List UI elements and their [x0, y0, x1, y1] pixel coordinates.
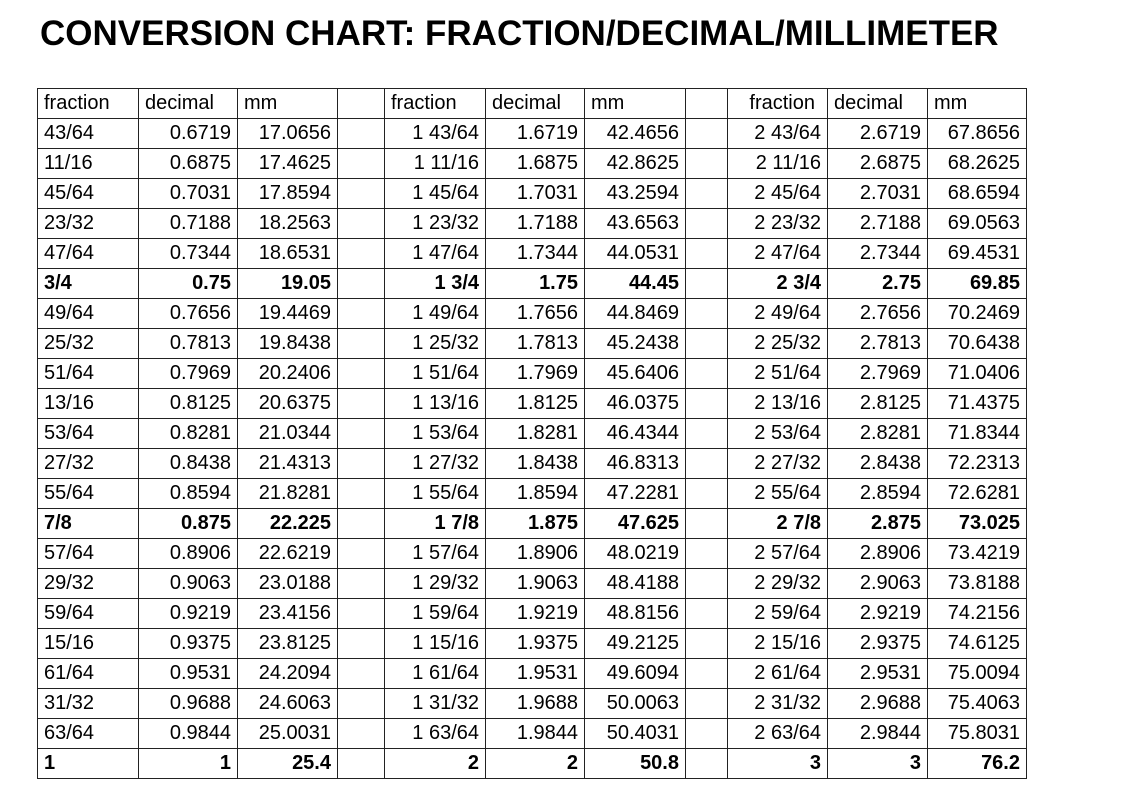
gap-cell — [686, 149, 728, 179]
gap-cell — [338, 749, 385, 779]
decimal-cell: 2 — [486, 749, 585, 779]
fraction-cell: 2 13/16 — [728, 389, 828, 419]
fraction-cell: 29/32 — [38, 569, 139, 599]
decimal-cell: 1.6719 — [486, 119, 585, 149]
mm-cell: 19.8438 — [238, 329, 338, 359]
table-row — [38, 329, 1027, 359]
decimal-cell: 2.9844 — [828, 719, 928, 749]
gap-cell — [338, 539, 385, 569]
decimal-cell: 0.9531 — [139, 659, 238, 689]
table-row — [38, 449, 1027, 479]
decimal-cell: 1.9531 — [486, 659, 585, 689]
page-title: CONVERSION CHART: FRACTION/DECIMAL/MILLIMETER — [40, 14, 999, 53]
gap-cell — [338, 599, 385, 629]
mm-cell: 47.625 — [585, 509, 686, 539]
mm-cell: 50.4031 — [585, 719, 686, 749]
decimal-cell: 0.7344 — [139, 239, 238, 269]
mm-cell: 46.4344 — [585, 419, 686, 449]
decimal-cell: 1.9844 — [486, 719, 585, 749]
table-body — [38, 119, 1027, 779]
fraction-cell: 2 23/32 — [728, 209, 828, 239]
table-row — [38, 719, 1027, 749]
decimal-cell: 1 — [139, 749, 238, 779]
decimal-cell: 1.8594 — [486, 479, 585, 509]
mm-cell: 76.2 — [928, 749, 1027, 779]
table-row — [38, 659, 1027, 689]
table-row — [38, 479, 1027, 509]
table-row — [38, 119, 1027, 149]
fraction-cell: 2 15/16 — [728, 629, 828, 659]
gap-cell — [338, 629, 385, 659]
mm-cell: 17.8594 — [238, 179, 338, 209]
mm-cell: 19.05 — [238, 269, 338, 299]
decimal-cell: 0.9219 — [139, 599, 238, 629]
fraction-cell: 31/32 — [38, 689, 139, 719]
gap-cell — [338, 299, 385, 329]
fraction-cell: 2 47/64 — [728, 239, 828, 269]
table-row — [38, 749, 1027, 779]
mm-cell: 20.2406 — [238, 359, 338, 389]
decimal-cell: 2.7188 — [828, 209, 928, 239]
decimal-cell: 2.7813 — [828, 329, 928, 359]
table-row — [38, 179, 1027, 209]
fraction-cell: 1 55/64 — [385, 479, 486, 509]
mm-cell: 42.8625 — [585, 149, 686, 179]
fraction-cell: 2 53/64 — [728, 419, 828, 449]
gap-cell — [338, 119, 385, 149]
fraction-cell: 1 7/8 — [385, 509, 486, 539]
decimal-cell: 1.7656 — [486, 299, 585, 329]
gap-cell — [686, 749, 728, 779]
gap-cell — [686, 719, 728, 749]
gap-cell — [338, 659, 385, 689]
decimal-cell: 1.8906 — [486, 539, 585, 569]
mm-cell: 21.0344 — [238, 419, 338, 449]
table-row — [38, 359, 1027, 389]
fraction-cell: 1 51/64 — [385, 359, 486, 389]
mm-cell: 17.0656 — [238, 119, 338, 149]
gap-cell — [686, 239, 728, 269]
mm-cell: 74.6125 — [928, 629, 1027, 659]
decimal-cell: 0.7969 — [139, 359, 238, 389]
mm-cell: 48.8156 — [585, 599, 686, 629]
decimal-cell: 1.9688 — [486, 689, 585, 719]
fraction-cell: 2 — [385, 749, 486, 779]
decimal-cell: 2.9531 — [828, 659, 928, 689]
mm-cell: 49.6094 — [585, 659, 686, 689]
mm-cell: 25.4 — [238, 749, 338, 779]
header-fraction: fraction — [385, 89, 486, 119]
fraction-cell: 51/64 — [38, 359, 139, 389]
mm-cell: 74.2156 — [928, 599, 1027, 629]
fraction-cell: 27/32 — [38, 449, 139, 479]
fraction-cell: 49/64 — [38, 299, 139, 329]
fraction-cell: 15/16 — [38, 629, 139, 659]
mm-cell: 23.0188 — [238, 569, 338, 599]
decimal-cell: 0.9375 — [139, 629, 238, 659]
fraction-cell: 2 3/4 — [728, 269, 828, 299]
gap-cell — [686, 299, 728, 329]
table-row — [38, 299, 1027, 329]
gap-cell — [686, 209, 728, 239]
header-decimal: decimal — [139, 89, 238, 119]
fraction-cell: 1 45/64 — [385, 179, 486, 209]
mm-cell: 50.8 — [585, 749, 686, 779]
fraction-cell: 7/8 — [38, 509, 139, 539]
gap-cell — [686, 659, 728, 689]
mm-cell: 18.2563 — [238, 209, 338, 239]
fraction-cell: 1 15/16 — [385, 629, 486, 659]
decimal-cell: 1.875 — [486, 509, 585, 539]
fraction-cell: 2 7/8 — [728, 509, 828, 539]
gap-cell — [338, 689, 385, 719]
fraction-cell: 47/64 — [38, 239, 139, 269]
decimal-cell: 2.6719 — [828, 119, 928, 149]
fraction-cell: 1 47/64 — [385, 239, 486, 269]
header-fraction: fraction — [38, 89, 139, 119]
gap-cell — [686, 569, 728, 599]
decimal-cell: 1.8438 — [486, 449, 585, 479]
table-row — [38, 419, 1027, 449]
mm-cell: 18.6531 — [238, 239, 338, 269]
fraction-cell: 2 29/32 — [728, 569, 828, 599]
gap-cell — [338, 269, 385, 299]
mm-cell: 43.2594 — [585, 179, 686, 209]
fraction-cell: 1 27/32 — [385, 449, 486, 479]
decimal-cell: 2.75 — [828, 269, 928, 299]
gap-cell — [686, 179, 728, 209]
fraction-cell: 2 61/64 — [728, 659, 828, 689]
decimal-cell: 2.8594 — [828, 479, 928, 509]
gap-cell — [338, 719, 385, 749]
fraction-cell: 13/16 — [38, 389, 139, 419]
header-gap — [338, 89, 385, 119]
table-row — [38, 539, 1027, 569]
gap-cell — [686, 419, 728, 449]
decimal-cell: 2.8438 — [828, 449, 928, 479]
mm-cell: 73.8188 — [928, 569, 1027, 599]
decimal-cell: 1.9375 — [486, 629, 585, 659]
fraction-cell: 1 49/64 — [385, 299, 486, 329]
table-row — [38, 239, 1027, 269]
decimal-cell: 1.9063 — [486, 569, 585, 599]
decimal-cell: 0.7656 — [139, 299, 238, 329]
gap-cell — [338, 419, 385, 449]
fraction-cell: 23/32 — [38, 209, 139, 239]
fraction-cell: 1 13/16 — [385, 389, 486, 419]
fraction-cell: 1 57/64 — [385, 539, 486, 569]
decimal-cell: 0.7813 — [139, 329, 238, 359]
mm-cell: 75.0094 — [928, 659, 1027, 689]
gap-cell — [338, 179, 385, 209]
fraction-cell: 1 61/64 — [385, 659, 486, 689]
mm-cell: 24.6063 — [238, 689, 338, 719]
mm-cell: 49.2125 — [585, 629, 686, 659]
mm-cell: 23.8125 — [238, 629, 338, 659]
fraction-cell: 57/64 — [38, 539, 139, 569]
mm-cell: 46.0375 — [585, 389, 686, 419]
gap-cell — [338, 329, 385, 359]
mm-cell: 45.2438 — [585, 329, 686, 359]
gap-cell — [338, 209, 385, 239]
table-row — [38, 389, 1027, 419]
decimal-cell: 1.9219 — [486, 599, 585, 629]
decimal-cell: 2.7969 — [828, 359, 928, 389]
decimal-cell: 0.8281 — [139, 419, 238, 449]
mm-cell: 22.225 — [238, 509, 338, 539]
fraction-cell: 1 — [38, 749, 139, 779]
mm-cell: 70.6438 — [928, 329, 1027, 359]
fraction-cell: 43/64 — [38, 119, 139, 149]
mm-cell: 69.4531 — [928, 239, 1027, 269]
mm-cell: 24.2094 — [238, 659, 338, 689]
header-mm: mm — [238, 89, 338, 119]
gap-cell — [686, 509, 728, 539]
mm-cell: 71.4375 — [928, 389, 1027, 419]
table-row — [38, 149, 1027, 179]
decimal-cell: 1.7344 — [486, 239, 585, 269]
decimal-cell: 0.875 — [139, 509, 238, 539]
fraction-cell: 1 63/64 — [385, 719, 486, 749]
mm-cell: 71.8344 — [928, 419, 1027, 449]
table-row — [38, 689, 1027, 719]
decimal-cell: 1.75 — [486, 269, 585, 299]
decimal-cell: 0.9844 — [139, 719, 238, 749]
mm-cell: 42.4656 — [585, 119, 686, 149]
gap-cell — [686, 539, 728, 569]
gap-cell — [686, 119, 728, 149]
decimal-cell: 2.9219 — [828, 599, 928, 629]
fraction-cell: 1 11/16 — [385, 149, 486, 179]
decimal-cell: 2.8906 — [828, 539, 928, 569]
decimal-cell: 1.8281 — [486, 419, 585, 449]
table-row — [38, 509, 1027, 539]
mm-cell: 44.0531 — [585, 239, 686, 269]
mm-cell: 75.4063 — [928, 689, 1027, 719]
decimal-cell: 2.7031 — [828, 179, 928, 209]
mm-cell: 72.2313 — [928, 449, 1027, 479]
decimal-cell: 0.8438 — [139, 449, 238, 479]
mm-cell: 75.8031 — [928, 719, 1027, 749]
mm-cell: 46.8313 — [585, 449, 686, 479]
header-mm: mm — [928, 89, 1027, 119]
mm-cell: 17.4625 — [238, 149, 338, 179]
gap-cell — [338, 479, 385, 509]
decimal-cell: 1.6875 — [486, 149, 585, 179]
mm-cell: 72.6281 — [928, 479, 1027, 509]
decimal-cell: 2.9688 — [828, 689, 928, 719]
decimal-cell: 2.875 — [828, 509, 928, 539]
decimal-cell: 1.7188 — [486, 209, 585, 239]
decimal-cell: 2.8125 — [828, 389, 928, 419]
decimal-cell: 0.75 — [139, 269, 238, 299]
header-mm: mm — [585, 89, 686, 119]
mm-cell: 69.0563 — [928, 209, 1027, 239]
gap-cell — [686, 269, 728, 299]
mm-cell: 23.4156 — [238, 599, 338, 629]
table-header — [38, 89, 1027, 119]
fraction-cell: 3/4 — [38, 269, 139, 299]
gap-cell — [686, 389, 728, 419]
decimal-cell: 2.9375 — [828, 629, 928, 659]
decimal-cell: 0.8906 — [139, 539, 238, 569]
decimal-cell: 0.7188 — [139, 209, 238, 239]
gap-cell — [686, 449, 728, 479]
fraction-cell: 2 59/64 — [728, 599, 828, 629]
mm-cell: 44.45 — [585, 269, 686, 299]
fraction-cell: 25/32 — [38, 329, 139, 359]
mm-cell: 22.6219 — [238, 539, 338, 569]
header-gap — [686, 89, 728, 119]
fraction-cell: 1 53/64 — [385, 419, 486, 449]
decimal-cell: 0.9688 — [139, 689, 238, 719]
mm-cell: 71.0406 — [928, 359, 1027, 389]
fraction-cell: 1 23/32 — [385, 209, 486, 239]
gap-cell — [338, 389, 385, 419]
mm-cell: 20.6375 — [238, 389, 338, 419]
fraction-cell: 1 29/32 — [385, 569, 486, 599]
gap-cell — [686, 599, 728, 629]
mm-cell: 44.8469 — [585, 299, 686, 329]
fraction-cell: 2 49/64 — [728, 299, 828, 329]
fraction-cell: 2 45/64 — [728, 179, 828, 209]
fraction-cell: 1 3/4 — [385, 269, 486, 299]
decimal-cell: 0.7031 — [139, 179, 238, 209]
fraction-cell: 63/64 — [38, 719, 139, 749]
header-decimal: decimal — [828, 89, 928, 119]
mm-cell: 21.8281 — [238, 479, 338, 509]
gap-cell — [686, 359, 728, 389]
decimal-cell: 2.6875 — [828, 149, 928, 179]
decimal-cell: 1.7813 — [486, 329, 585, 359]
decimal-cell: 2.9063 — [828, 569, 928, 599]
mm-cell: 70.2469 — [928, 299, 1027, 329]
fraction-cell: 55/64 — [38, 479, 139, 509]
fraction-cell: 2 43/64 — [728, 119, 828, 149]
fraction-cell: 2 51/64 — [728, 359, 828, 389]
fraction-cell: 2 31/32 — [728, 689, 828, 719]
table-row — [38, 569, 1027, 599]
decimal-cell: 0.8594 — [139, 479, 238, 509]
fraction-cell: 1 43/64 — [385, 119, 486, 149]
fraction-cell: 59/64 — [38, 599, 139, 629]
mm-cell: 21.4313 — [238, 449, 338, 479]
fraction-cell: 1 25/32 — [385, 329, 486, 359]
conversion-table — [37, 88, 1027, 779]
mm-cell: 67.8656 — [928, 119, 1027, 149]
decimal-cell: 1.7969 — [486, 359, 585, 389]
mm-cell: 73.025 — [928, 509, 1027, 539]
decimal-cell: 2.7344 — [828, 239, 928, 269]
gap-cell — [686, 689, 728, 719]
mm-cell: 50.0063 — [585, 689, 686, 719]
header-decimal: decimal — [486, 89, 585, 119]
mm-cell: 48.0219 — [585, 539, 686, 569]
mm-cell: 73.4219 — [928, 539, 1027, 569]
fraction-cell: 2 11/16 — [728, 149, 828, 179]
fraction-cell: 3 — [728, 749, 828, 779]
decimal-cell: 0.6719 — [139, 119, 238, 149]
decimal-cell: 0.9063 — [139, 569, 238, 599]
decimal-cell: 1.7031 — [486, 179, 585, 209]
fraction-cell: 45/64 — [38, 179, 139, 209]
mm-cell: 25.0031 — [238, 719, 338, 749]
decimal-cell: 0.6875 — [139, 149, 238, 179]
mm-cell: 43.6563 — [585, 209, 686, 239]
table-row — [38, 629, 1027, 659]
fraction-cell: 2 25/32 — [728, 329, 828, 359]
fraction-cell: 2 57/64 — [728, 539, 828, 569]
fraction-cell: 2 55/64 — [728, 479, 828, 509]
fraction-cell: 61/64 — [38, 659, 139, 689]
header-fraction: fraction — [728, 89, 828, 119]
gap-cell — [338, 239, 385, 269]
mm-cell: 68.6594 — [928, 179, 1027, 209]
mm-cell: 19.4469 — [238, 299, 338, 329]
gap-cell — [338, 359, 385, 389]
fraction-cell: 1 31/32 — [385, 689, 486, 719]
decimal-cell: 3 — [828, 749, 928, 779]
decimal-cell: 2.8281 — [828, 419, 928, 449]
gap-cell — [686, 479, 728, 509]
mm-cell: 68.2625 — [928, 149, 1027, 179]
mm-cell: 47.2281 — [585, 479, 686, 509]
table-row — [38, 269, 1027, 299]
table-row — [38, 209, 1027, 239]
gap-cell — [338, 569, 385, 599]
gap-cell — [338, 149, 385, 179]
fraction-cell: 2 63/64 — [728, 719, 828, 749]
mm-cell: 69.85 — [928, 269, 1027, 299]
fraction-cell: 2 27/32 — [728, 449, 828, 479]
gap-cell — [338, 509, 385, 539]
decimal-cell: 2.7656 — [828, 299, 928, 329]
decimal-cell: 1.8125 — [486, 389, 585, 419]
fraction-cell: 53/64 — [38, 419, 139, 449]
fraction-cell: 1 59/64 — [385, 599, 486, 629]
table-row — [38, 599, 1027, 629]
gap-cell — [686, 629, 728, 659]
mm-cell: 48.4188 — [585, 569, 686, 599]
decimal-cell: 0.8125 — [139, 389, 238, 419]
mm-cell: 45.6406 — [585, 359, 686, 389]
fraction-cell: 11/16 — [38, 149, 139, 179]
gap-cell — [338, 449, 385, 479]
gap-cell — [686, 329, 728, 359]
header-row — [38, 89, 1027, 119]
